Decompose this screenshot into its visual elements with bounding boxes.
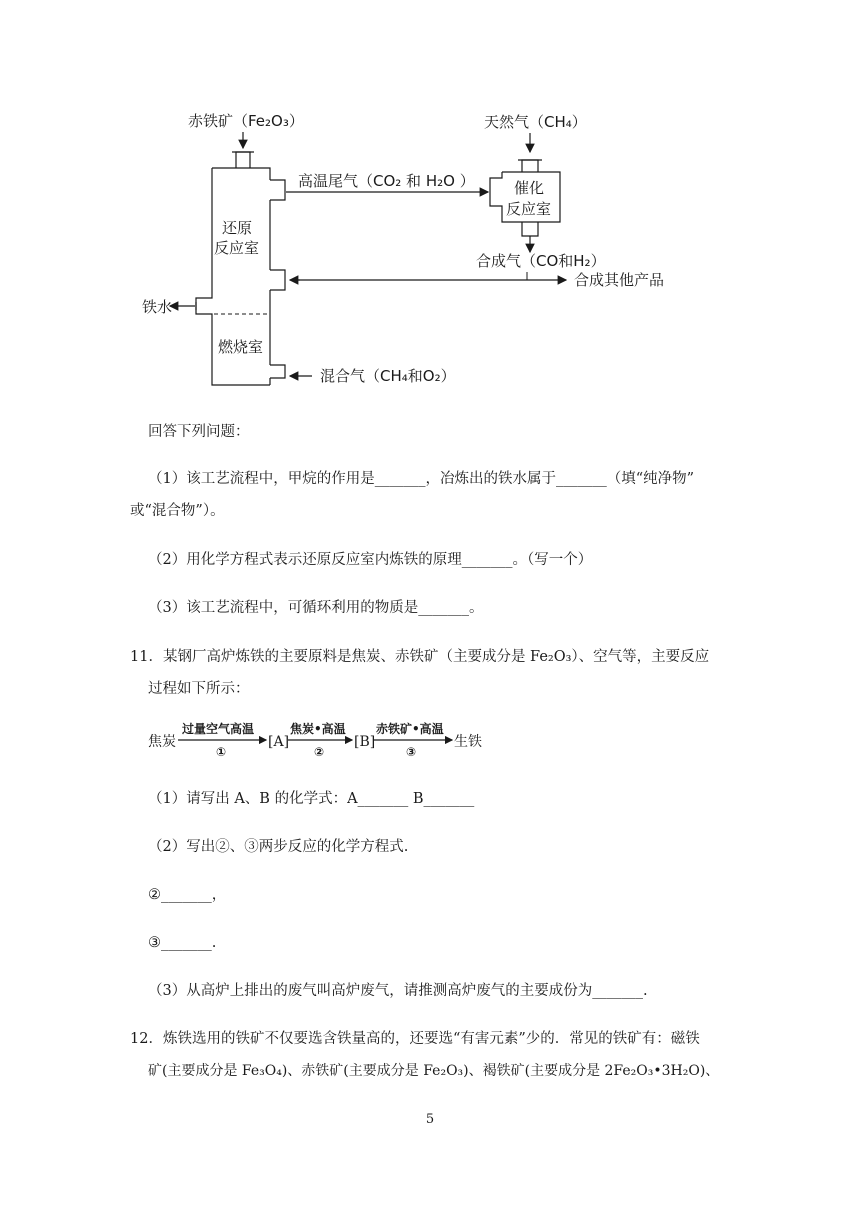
page-number: 5 [425, 1112, 435, 1127]
process-flow-diagram [0, 0, 860, 400]
q12-line1: 12．炼铁选用的铁矿不仅要选含铁量高的，还要选“有害元素”少的．常见的铁矿有：磁铁 [130, 1031, 700, 1047]
mixed-gas-label: 混合气（CH₄和O₂） [320, 367, 456, 385]
q10-prompt: 回答下列问题： [148, 424, 250, 440]
natural-gas-label: 天然气（CH₄） [484, 113, 587, 131]
chain-step3-num: ③ [406, 745, 417, 759]
combustion-room-label: 燃烧室 [218, 338, 264, 356]
q11-part1: （1）请写出 A、B 的化学式：A_______ B_______ [148, 791, 475, 807]
chain-mid-a: [A] [268, 734, 290, 750]
q10-part3: （3）该工艺流程中，可循环利用的物质是_______。 [148, 600, 484, 616]
reaction-chain [148, 716, 508, 762]
q10-part2: （2）用化学方程式表示还原反应室内炼铁的原理_______。（写一个） [148, 552, 593, 568]
chain-step3-condition: 赤铁矿•高温 [376, 722, 444, 736]
q12-line2: 矿(主要成分是 Fe₃O₄)、赤铁矿(主要成分是 Fe₂O₃)、褐铁矿(主要成分是 2Fe₂O₃•3H₂O)、 [148, 1063, 720, 1079]
q11-blank3: ③_______. [148, 935, 217, 951]
q11-blank2: ②_______， [148, 887, 227, 903]
catalytic-room [490, 160, 560, 236]
q11-line1: 11．某钢厂高炉炼铁的主要原料是焦炭、赤铁矿（主要成分是 Fe₂O₃）、空气等，主要反应 [130, 649, 710, 665]
molten-iron-label: 铁水 [142, 298, 173, 316]
ore-input-label: 赤铁矿（Fe₂O₃） [188, 112, 304, 130]
chain-end: 生铁 [454, 734, 482, 750]
reduction-room-label-2: 反应室 [214, 239, 260, 257]
catalytic-room-label-2: 反应室 [506, 200, 552, 218]
q11-part3: （3）从高炉上排出的废气叫高炉废气，请推测高炉废气的主要成份为_______. [148, 983, 648, 999]
chain-step2-num: ② [314, 745, 325, 759]
q10-part1-line1: （1）该工艺流程中，甲烷的作用是_______，冶炼出的铁水属于_______（填“纯净物” [148, 471, 695, 487]
q10-part1-line2: 或“混合物”）。 [130, 503, 225, 519]
chain-step1-condition: 过量空气高温 [182, 722, 255, 736]
exhaust-label: 高温尾气（CO₂ 和 H₂O ） [298, 172, 475, 190]
q11-line2: 过程如下所示： [148, 681, 250, 697]
chain-step1-num: ① [216, 745, 227, 759]
chain-start: 焦炭 [148, 734, 176, 750]
other-products-label: 合成其他产品 [574, 271, 665, 289]
syngas-label: 合成气（CO和H₂） [476, 252, 606, 270]
reduction-room-label-1: 还原 [222, 219, 253, 237]
catalytic-room-label-1: 催化 [514, 179, 545, 197]
q11-part2: （2）写出②、③两步反应的化学方程式. [148, 839, 409, 855]
chain-mid-b: [B] [354, 734, 376, 750]
chain-step2-condition: 焦炭•高温 [290, 722, 346, 736]
